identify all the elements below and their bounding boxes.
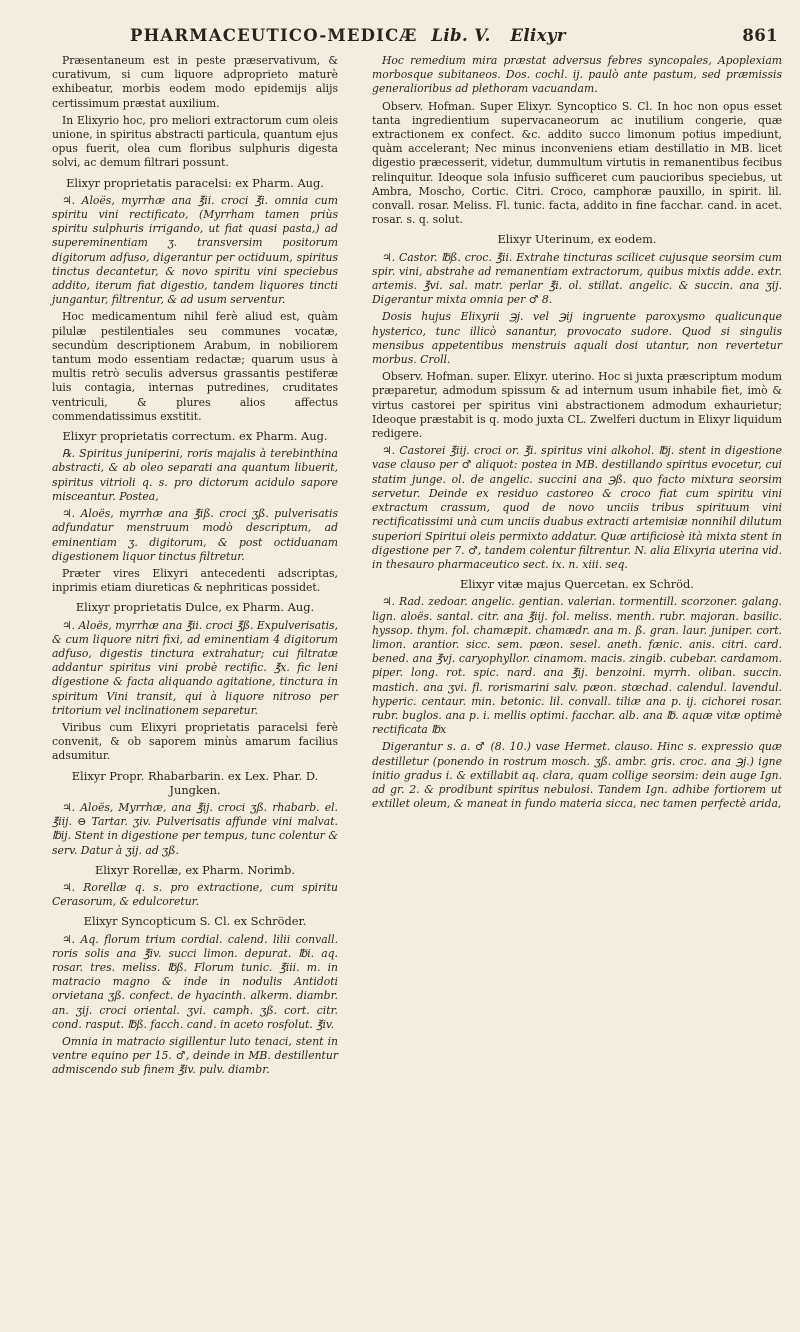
section-heading: Elixyr vitæ majus Quercetan. ex Schröd. — [460, 577, 694, 592]
recipe-paragraph: ♃. Aloës, myrrhæ ana ℥ii. croci ℥i. omnia cum spiritu vini rectificato, (Myrrham tamen priùs spiritu sulphuris irrigando, ut fiat quasi pasta,) ad supereminentiam ʒ. transversim positorum digitorum adfuso, digerantur per octiduum, spiritus tinctus decantetur, & novo spiritu vini speciebus addito, iterum fiat digestio, tandem liquores tincti jungantur, filtrentur, & ad usum serventur. — [52, 193, 338, 307]
recipe-paragraph: ♃. Castor. ℔ß. croc. ℥ii. Extrahe tincturas scilicet cujusque seorsim cum spir. vini, abstrahe ad remanentiam extractorum, quibus mixtis adde. extr. artemis. ℥vi. sal. matr. perlar ℥i. ol. stillat. angelic. & succin. ana ʒij. Digerantur mixta omnia per ♂ 8. — [372, 250, 782, 307]
left-column — [52, 54, 338, 1081]
text-paragraph: Hoc medicamentum nihil ferè aliud est, quàm pilulæ pestilentiales seu communes vocatæ, secundùm descriptionem Arabum, in nobiliorem tantum modo essentiam redactæ; quarum usus à multis retrò seculis adversus grassantis pestiferæ luis contagia, internas putredines, cruditates ventriculi, & plures alios affectus commendatissimus exstitit. — [52, 310, 338, 423]
right-column — [372, 54, 782, 814]
recipe-paragraph: ♃. Aloës, myrrhæ ana ℥iß. croci ʒß. pulverisatis adfundatur menstruum modò descriptum, ad eminentiam ʒ. digitorum, & post octiduanam digestionem liquor tinctus filtretur. — [52, 507, 338, 563]
recipe-paragraph: Dosis hujus Elixyrii ℈j. vel ℈ij ingruente paroxysmo qualicunque hysterico, tunc illicò sanantur, provocato sudore. Quod si singulis mensibus appetentibus menstruis aquali dosi utantur, non revertetur morbus. Croll. — [372, 310, 782, 367]
recipe-paragraph: ♃. Aloës, Myrrhæ, ana ℥ij. croci ʒß. rhabarb. el. ℥iij. ⊖ Tartar. ʒiv. Pulverisatis affunde vini malvat. ℔ij. Stent in digestione per tempus, tunc colentur & serv. Datur à ʒij. ad ʒß. — [52, 800, 338, 857]
recipe-paragraph: ♃. Rorellæ q. s. pro extractione, cum spiritu Cerasorum, & edulcoretur. — [52, 880, 338, 909]
section-heading: Elixyr Propr. Rhabarbarin. ex Lex. Phar. D. Jungken. — [71, 768, 319, 797]
recipe-paragraph: Omnia in matracio sigillentur luto tenaci, stent in ventre equino per 15. ♂, deinde in MB. destillentur admiscendo sub finem ℥iv. pulv. diambr. — [52, 1035, 338, 1077]
recipe-paragraph: ♃. Aq. florum trium cordial. calend. lilii convall. roris solis ana ℥iv. succi limon. depurat. ℔i. aq. rosar. tres. meliss. ℔ß. Florum tunic. ℥iii. m. in matracio magno & inde in nodulis Antidoti orvietana ʒß. confect. de hyacinth. alkerm. diambr. an. ʒij. croci oriental. ʒvi. camph. ʒß. cort. citr. cond. rasput. ℔ß. facch. cand. in aceto rosfolut. ℥iv. — [52, 932, 338, 1031]
recipe-paragraph: ♃. Castorei ℥iij. croci or. ℥i. spiritus vini alkohol. ℔j. stent in digestione vase clauso per ♂ aliquot: postea in MB. destillando spiritus evocetur, cui statim junge. ol. de angelic. succini ana ℈ß. quo facto mixtura seorsim servetur. Deinde ex residuo castoreo & croco fiat cum spiritu vini extractum crassum, quod de novo unciis tribus spirituum vini rectificatissimi unà cum unciis duabus extracti artemisiæ nonnihil dilutum superiori Spiritui oleis permixto addatur. Quæ artificiosè ità mixta stent in digestione per 7. ♂, tandem colentur filtrentur. N. alia Elixyria uterina vid. in thesauro pharmaceutico sect. ix. n. xiii. seq. — [372, 444, 782, 571]
text-paragraph: Observ. Hofman. super. Elixyr. uterino. Hoc si juxta præscriptum modum præparetur, admodum spissum & ad internum usum inhabile fiet, imò & virtus castorei per spiritus vini abstractionem admodum exhaurietur; Ideoque præstabit is q. modo juxta CL. Zwelferi ductum in Elixyr liquidum redigere. — [372, 370, 782, 441]
section-heading: Elixyr Uterinum, ex eodem. — [497, 232, 657, 247]
text-paragraph: Viribus cum Elixyri proprietatis paracelsi ferè convenit, & ob saporem minùs amarum facilius adsumitur. — [52, 720, 338, 763]
section-heading: Elixyr proprietatis Dulce, ex Pharm. Aug. — [75, 600, 315, 615]
catchword: Elixyr — [510, 26, 567, 45]
recipe-paragraph: ♃. Rad. zedoar. angelic. gentian. valerian. tormentill. scorzoner. galang. lign. aloës. santal. citr. ana ℥iij. fol. meliss. menth. rubr. majoran. basilic. hyssop. thym. fol. chamæpit. chamædr. ana m. ß. gran. laur. juniper. cort. limon. arantior. sicc. sem. pæon. sesel. aneth. fænic. anis. citri. card. bened. ana ℥vj. caryophyllor. cinamom. macis. zingib. cubebar. cardamom. piper. long. rot. spic. nard. ana ℥ij. benzoini. myrrh. oliban. succin. mastich. ana ʒvi. fl. rorismarini salv. pæon. stœchad. calendul. lavendul. hyperic. centaur. min. betonic. lil. convall. tiliæ ana p. ij. cichorei rosar. rubr. buglos. ana p. i. mellis optimi. facchar. alb. ana ℔. aquæ vitæ optimè rectificata ℔x — [372, 595, 782, 737]
section-heading: Elixyr Syncopticum S. Cl. ex Schröder. — [83, 914, 307, 929]
recipe-paragraph: Hoc remedium mira præstat adversus febres syncopales, Apoplexiam morbosque subitaneos. Dos. cochl. ij. paulò ante pastum, sed præmissis generalioribus ad plethoram vacuandam. — [372, 54, 782, 96]
page-number: 861 — [742, 26, 778, 45]
text-paragraph: Præter vires Elixyri antecedenti adscriptas, inprimis etiam diureticas & nephriticas possidet. — [52, 566, 338, 595]
section-heading: Elixyr proprietatis paracelsi: ex Pharm. Aug. — [66, 175, 324, 190]
section-heading: Elixyr Rorellæ, ex Pharm. Norimb. — [94, 862, 296, 877]
text-paragraph: Observ. Hofman. Super Elixyr. Syncoptico S. Cl. In hoc non opus esset tanta ingredientium supervacaneorum ac inutilium congerie, quæ extractionem ex confect. &c. addito succo limonum potius impediunt, quàm accelerant; Nec minus inconveniens etiam destillatio in MB. licet digestio præcesserit, videtur, dummultum virtutis in remanentibus fecibus relinquitur. Ideoque sola infusio sufficeret cum paucioribus speciebus, ut Ambra, Moscho, Cortic. Citri. Croco, camphoræ pauxillo, in spirit. lil. convall. rosar. Meliss. Fl. tunic. facta, addito in fine facchar. cand. in acet. rosar. s. q. solut. — [372, 99, 782, 227]
text-paragraph: Præsentaneum est in peste præservativum, & curativum, si cum liquore adproprieto maturè exhibeatur, morbis eodem modo epidemijs alijs certissimum præstat auxilium. — [52, 54, 338, 110]
text-paragraph: In Elixyrio hoc, pro meliori extractorum cum oleis unione, in spiritus abstracti particula, quantum ejus opus fuerit, olea cum floribus sulphuris digesta solvi, ac demum filtrari possunt. — [52, 113, 338, 170]
recipe-paragraph: ℞. Spiritus juniperini, roris majalis à terebinthina abstracti, & ab oleo separati ana quantum libuerit, spiritus vitrioli q. s. pro dictorum acidulo sapore misceantur. Postea, — [52, 447, 338, 503]
recipe-paragraph: ♃. Aloës, myrrhæ ana ℥ii. croci ℥ß. Expulverisatis, & cum liquore nitri fixi, ad eminentiam 4 digitorum adfuso, digestis tinctura extrahatur; cui filtratæ addantur spiritus vini probè rectific. ℥x. fic leni digestione & facta aliquando agitatione, tinctura in spiritum Vini transit, qui à liquore nitroso per tritorium vel inclinationem separetur. — [52, 618, 338, 717]
recipe-paragraph: Digerantur s. a. ♂ (8. 10.) vase Hermet. clauso. Hinc s. expressio quæ destilletur (ponendo in rostrum mosch. ʒß. ambr. gris. croc. ana ℈j.) igne initio gradus i. & extillabit aq. clara, quam collige seorsim: dein auge Ign. ad gr. 2. & prodibunt spiritus nebulosi. Tandem Ign. adhibe fortiorem ut extillet oleum, & maneat in fundo materia sicca, nec tamen perfectè arida, — [372, 740, 782, 811]
section-heading: Elixyr proprietatis correctum. ex Pharm. Aug. — [62, 429, 328, 444]
running-head: PHARMACEUTICO-MEDICÆ — [130, 26, 418, 45]
page-header — [130, 26, 790, 52]
book-label: Lib. V. — [431, 26, 491, 45]
